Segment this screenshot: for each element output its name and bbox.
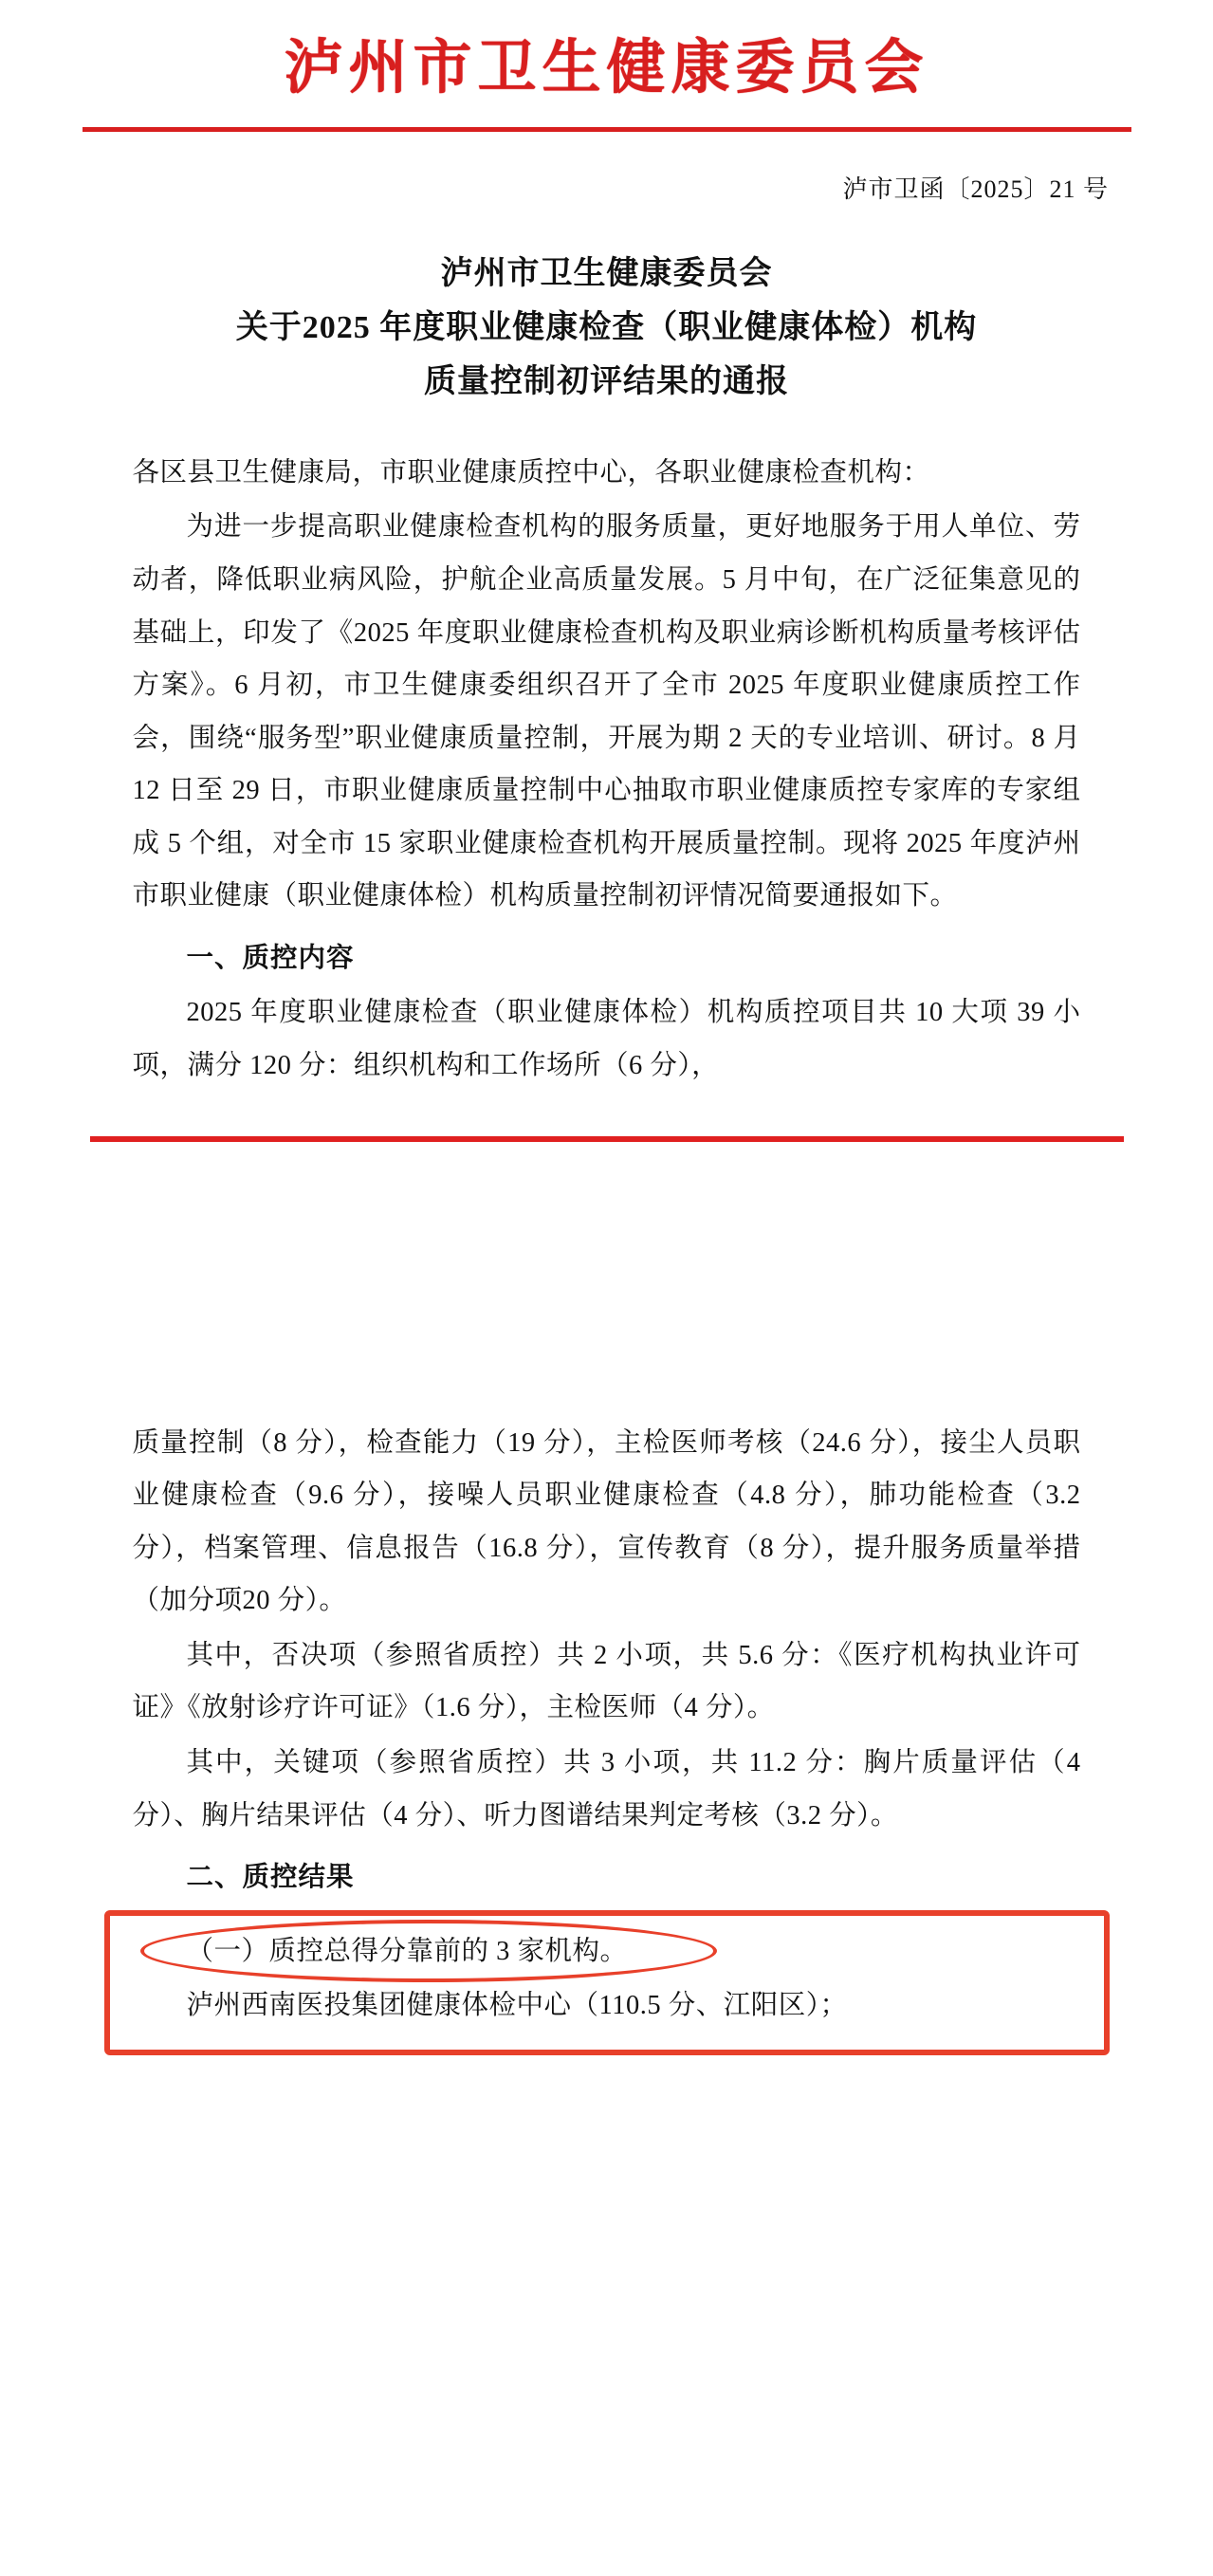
- highlight-ellipse-wrap: [133, 1925, 1081, 1978]
- section-heading-quality-control-results: 二、质控结果: [186, 1863, 355, 1893]
- salutation: 各区县卫生健康局，市职业健康质控中心，各职业健康检查机构：: [132, 457, 930, 488]
- highlighted-results-box: [104, 1910, 1110, 2055]
- masthead: [0, 0, 1213, 132]
- section-heading-quality-control-content: 一、质控内容: [186, 943, 355, 973]
- title-line-3: 质量控制初评结果的通报: [424, 363, 789, 399]
- paragraph-key-items: 其中，关键项（参照省质控）共 3 小项，共 11.2 分：胸片质量评估（4 分）、胸片结果评估（4 分）、听力图谱结果判定考核（3.2 分）。: [132, 1747, 1081, 1831]
- paragraph-background: 为进一步提高职业健康检查机构的服务质量，更好地服务于用人单位、劳动者，降低职业病风险，护航企业高质量发展。5 月中旬，在广泛征集意见的基础上，印发了《2025 年度职业健康检查机构及职业病诊断机构质量考核评估方案》。6 月初，市卫生健康委组织召开了全市 2025 年度职业健康质控工作会，围绕“服务型”职业健康质量控制，开展为期 2 天的专业培训、研讨。8 月 12 日至 29 日，市职业健康质量控制中心抽取市职业健康质控专家库的专家组成 5 个组，对全市 15 家职业健康检查机构开展质量控制。现将 2025 年度泸州市职业健康（职业健康体检）机构质量控制初评情况简要通报如下。: [132, 512, 1081, 911]
- paragraph-veto-items: 其中，否决项（参照省质控）共 2 小项，共 5.6 分：《医疗机构执业许可证》《放射诊疗许可证》（1.6 分），主检医师（4 分）。: [132, 1640, 1081, 1723]
- document-number: 泸市卫函〔2025〕21 号: [842, 175, 1109, 203]
- bottom-spacer: [0, 2055, 1213, 2084]
- title-line-1: 泸州市卫生健康委员会: [440, 255, 773, 291]
- result-institution-entry-1: 泸州西南医投集团健康体检中心（110.5 分、江阳区）；: [186, 1991, 848, 2021]
- document-number-row: [0, 170, 1213, 205]
- masthead-red-rule: [83, 127, 1131, 132]
- result-subheading-top-three: （一）质控总得分靠前的 3 家机构。: [186, 1936, 628, 1966]
- title-line-2: 关于2025 年度职业健康检查（职业健康体检）机构: [235, 309, 978, 345]
- document-title: [0, 247, 1213, 409]
- document-body-part-1: [133, 447, 1081, 1093]
- document-body-part-2: [133, 1417, 1081, 1904]
- paragraph-control-items: 2025 年度职业健康检查（职业健康体检）机构质控项目共 10 大项 39 小项，满分 120 分：组织机构和工作场所（6 分），: [132, 998, 1081, 1081]
- page-gap-spacer: [0, 1142, 1213, 1379]
- paragraph-control-items-continued: 质量控制（8 分），检查能力（19 分），主检医师考核（24.6 分），接尘人员职业健康检查（9.6 分），接噪人员职业健康检查（4.8 分），肺功能检查（3.2 分），档案管理、信息报告（16.8 分），宣传教育（8 分），提升服务质量举措（加分项20 分）。: [132, 1427, 1081, 1616]
- issuing-organization-title: 泸州市卫生健康委员会: [284, 36, 929, 101]
